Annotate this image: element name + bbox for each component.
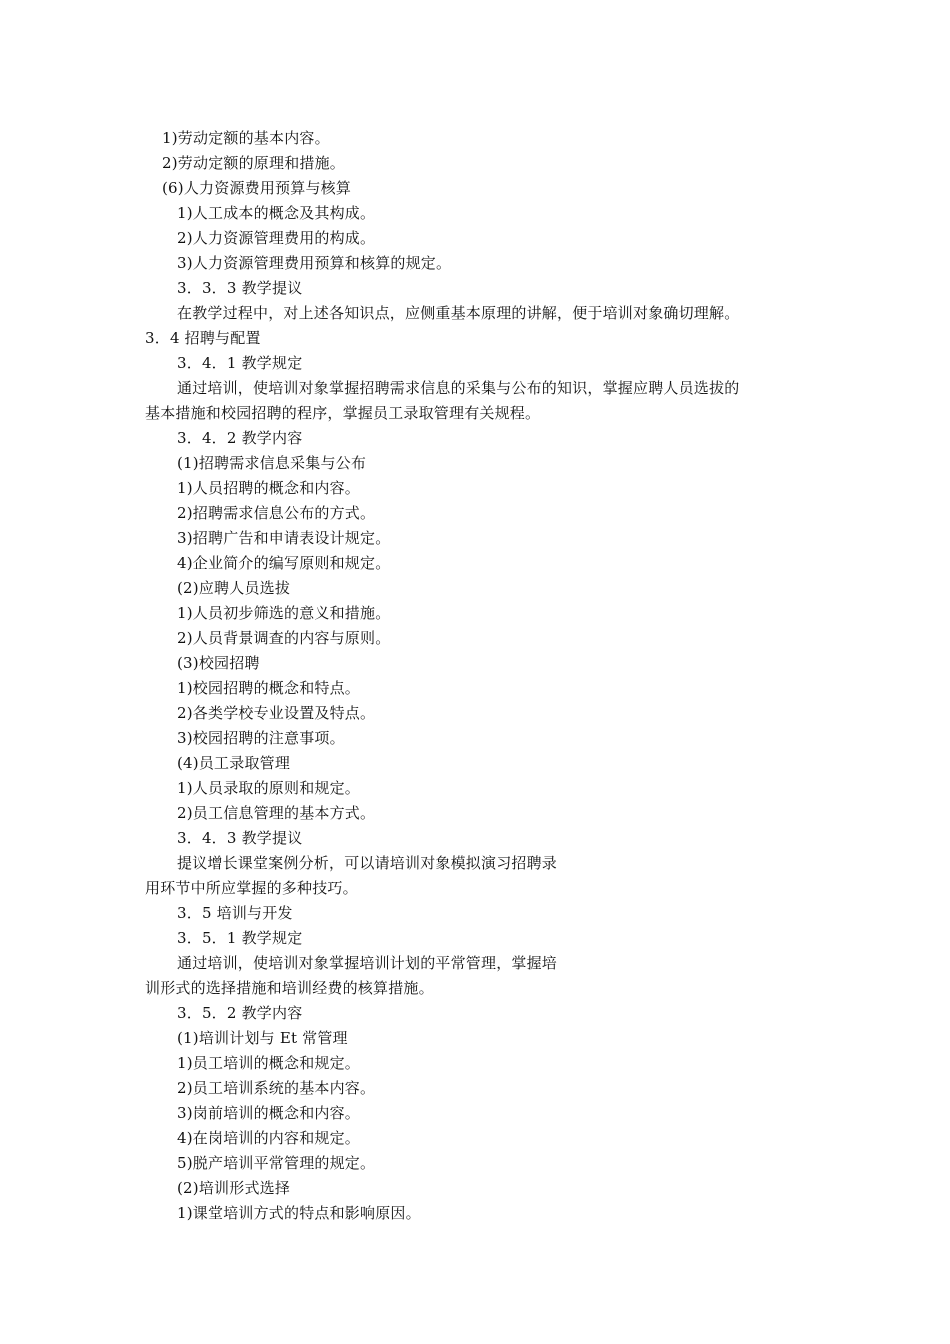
text-line: 2)员工信息管理的基本方式。: [177, 804, 376, 822]
text-line: 5)脱产培训平常管理的规定。: [177, 1154, 376, 1172]
paragraph-line: 通过培训，使培训对象掌握招聘需求信息的采集与公布的知识，掌握应聘人员选拔的: [177, 379, 740, 397]
text-line: 1)人工成本的概念及其构成。: [177, 204, 376, 222]
text-line: 1)人员招聘的概念和内容。: [177, 479, 360, 497]
section-heading: 3．4．1 教学规定: [177, 354, 303, 372]
text-line: 1)劳动定额的基本内容。: [162, 129, 330, 147]
text-line: 2)招聘需求信息公布的方式。: [177, 504, 376, 522]
paragraph-line: 基本措施和校园招聘的程序，掌握员工录取管理有关规程。: [145, 404, 541, 422]
paragraph-line: 在教学过程中，对上述各知识点，应侧重基本原理的讲解，便于培训对象确切理解。: [177, 304, 740, 322]
sub-heading: (4)员工录取管理: [177, 754, 291, 772]
paragraph-line: 提议增长课堂案例分析，可以请培训对象模拟演习招聘录: [177, 854, 558, 872]
sub-heading: (1)培训计划与 Et 常管理: [177, 1029, 348, 1047]
text-line: 1)校园招聘的概念和特点。: [177, 679, 360, 697]
sub-heading: (1)招聘需求信息采集与公布: [177, 454, 367, 472]
text-line: 2)人力资源管理费用的构成。: [177, 229, 376, 247]
text-line: 1)课堂培训方式的特点和影响原因。: [177, 1204, 421, 1222]
section-heading: 3．4．2 教学内容: [177, 429, 303, 447]
text-line: 1)员工培训的概念和规定。: [177, 1054, 360, 1072]
text-line: 4)企业简介的编写原则和规定。: [177, 554, 391, 572]
text-line: 3)校园招聘的注意事项。: [177, 729, 345, 747]
chapter-heading: 3．4 招聘与配置: [145, 329, 261, 347]
section-heading: 3．5．1 教学规定: [177, 929, 303, 947]
section-heading: (6)人力资源费用预算与核算: [162, 179, 352, 197]
section-heading: 3．4．3 教学提议: [177, 829, 303, 847]
sub-heading: (3)校园招聘: [177, 654, 260, 672]
paragraph-line: 用环节中所应掌握的多种技巧。: [145, 879, 358, 897]
chapter-heading: 3．5 培训与开发: [177, 904, 293, 922]
paragraph-line: 通过培训，使培训对象掌握培训计划的平常管理，掌握培: [177, 954, 558, 972]
section-heading: 3．5．2 教学内容: [177, 1004, 303, 1022]
text-line: 2)人员背景调查的内容与原则。: [177, 629, 391, 647]
sub-heading: (2)应聘人员选拔: [177, 579, 291, 597]
text-line: 2)各类学校专业设置及特点。: [177, 704, 376, 722]
sub-heading: (2)培训形式选择: [177, 1179, 291, 1197]
text-line: 1)人员录取的原则和规定。: [177, 779, 360, 797]
section-heading: 3．3．3 教学提议: [177, 279, 303, 297]
text-line: 3)招聘广告和申请表设计规定。: [177, 529, 391, 547]
paragraph-line: 训形式的选择措施和培训经费的核算措施。: [145, 979, 434, 997]
text-line: 3)人力资源管理费用预算和核算的规定。: [177, 254, 452, 272]
text-line: 2)员工培训系统的基本内容。: [177, 1079, 376, 1097]
text-line: 2)劳动定额的原理和措施。: [162, 154, 345, 172]
text-line: 1)人员初步筛选的意义和措施。: [177, 604, 391, 622]
text-line: 4)在岗培训的内容和规定。: [177, 1129, 360, 1147]
text-line: 3)岗前培训的概念和内容。: [177, 1104, 360, 1122]
